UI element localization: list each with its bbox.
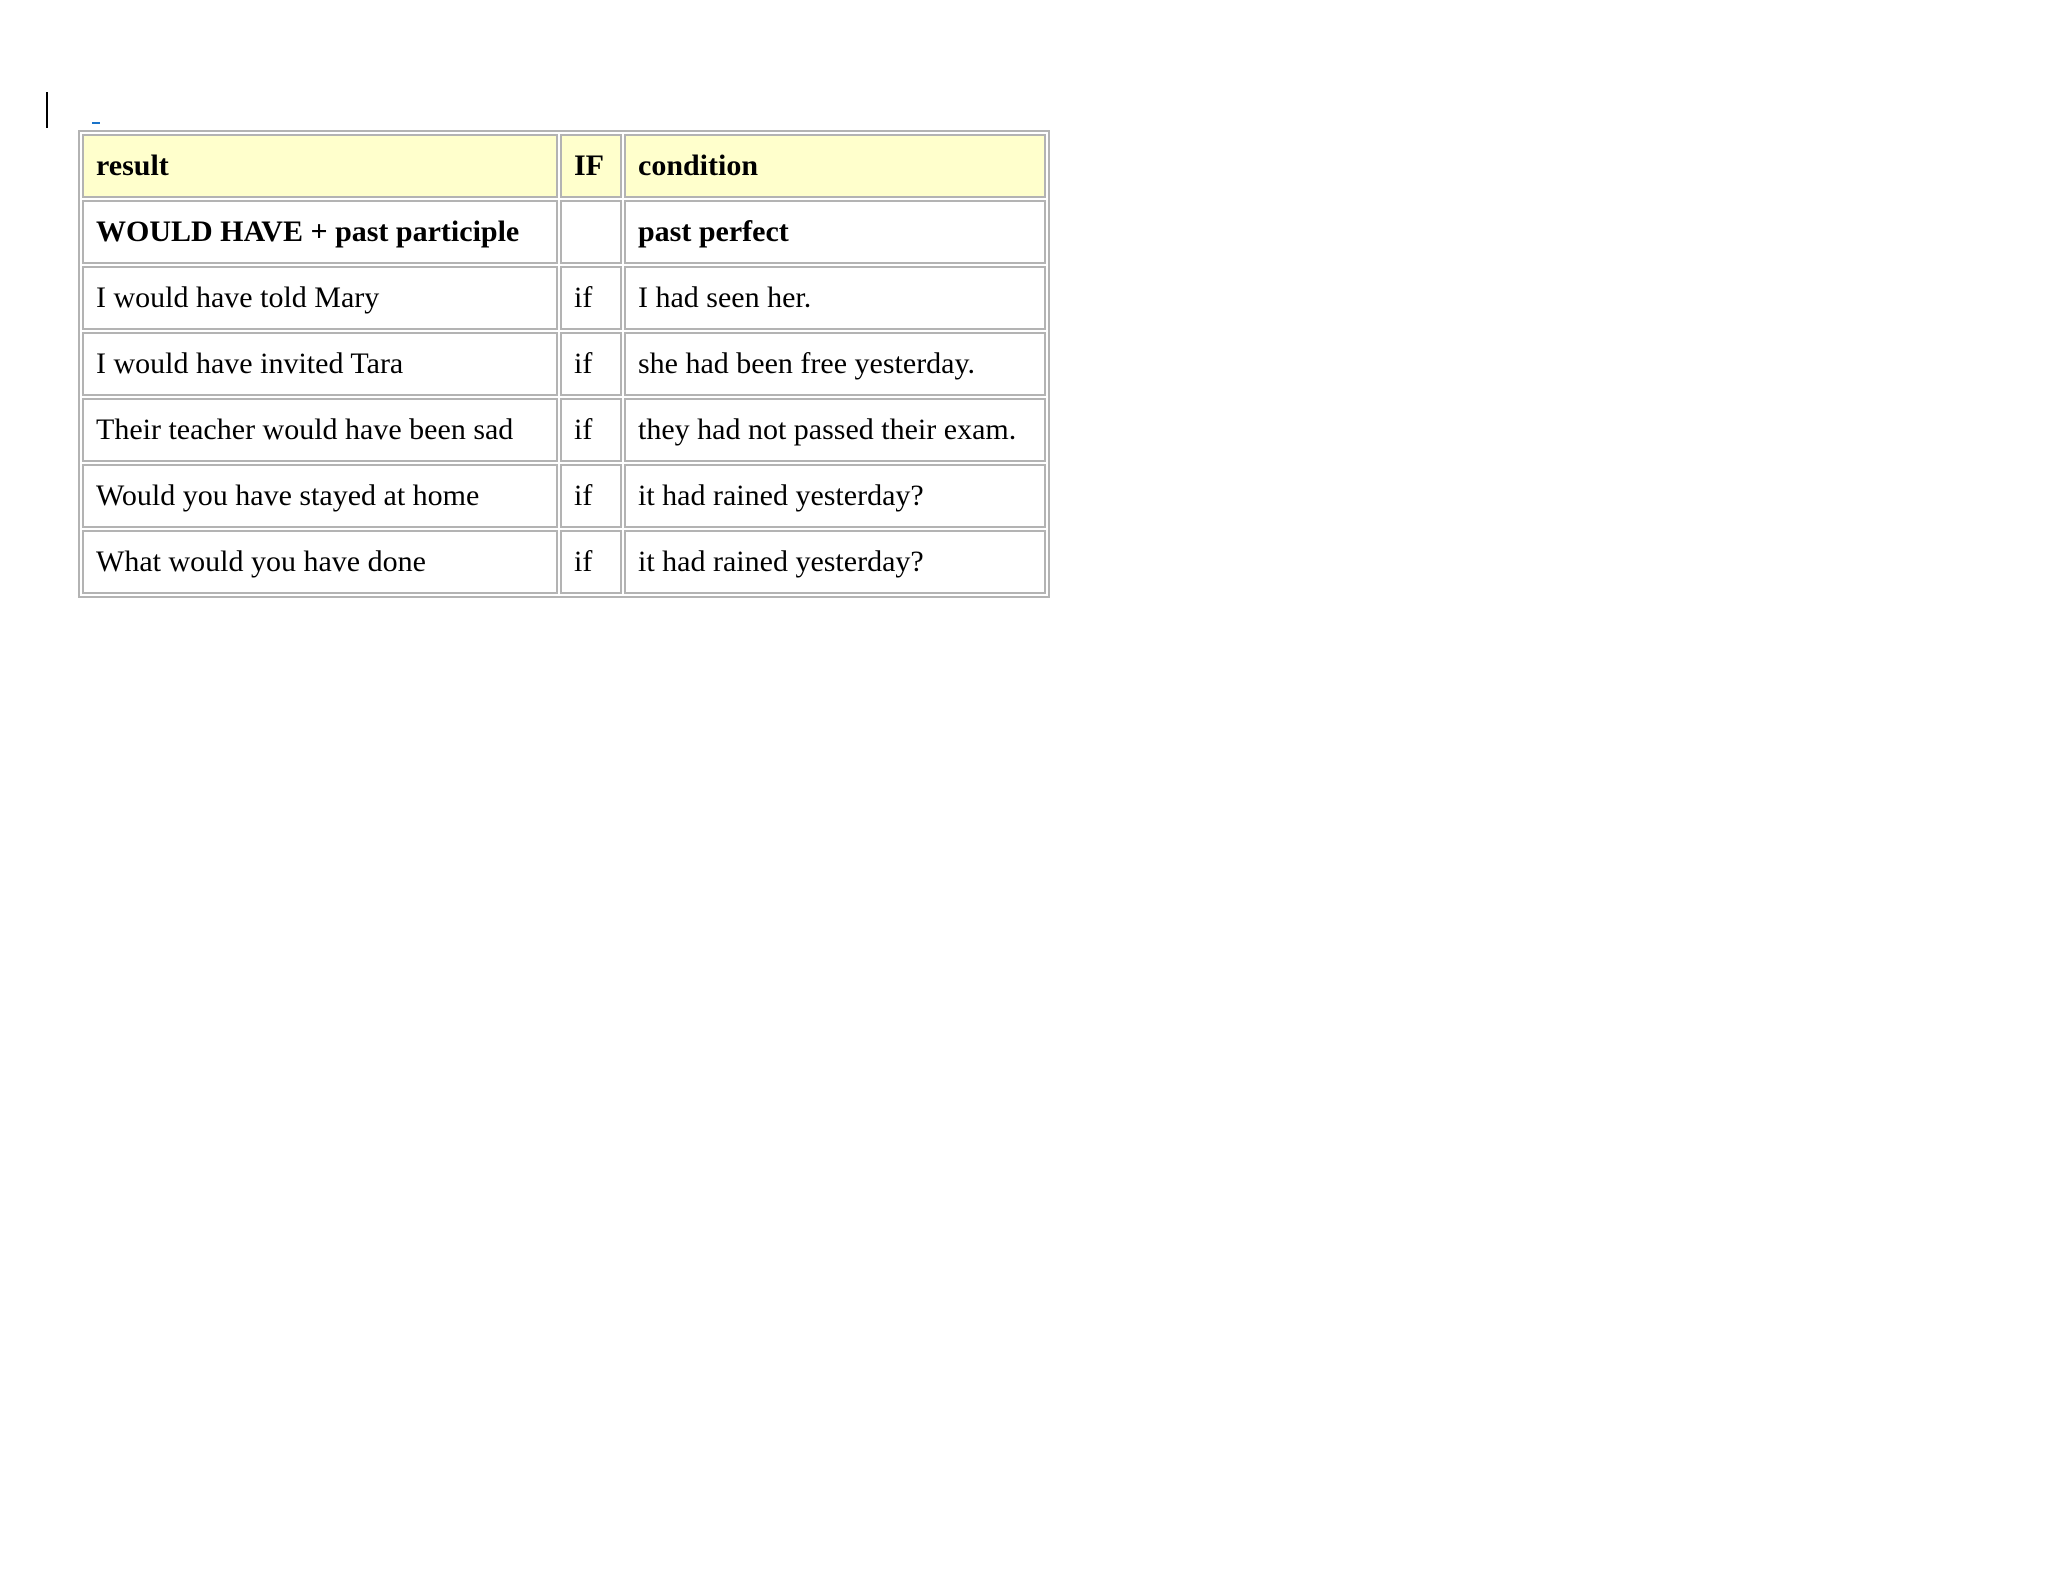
table-row bbox=[82, 464, 1046, 528]
row-result: I would have told Mary bbox=[82, 266, 558, 330]
row-if: if bbox=[560, 464, 622, 528]
table-row bbox=[82, 332, 1046, 396]
row-result: Their teacher would have been sad bbox=[82, 398, 558, 462]
anchor-link[interactable] bbox=[92, 122, 100, 124]
row-result: What would you have done bbox=[82, 530, 558, 594]
row-condition: it had rained yesterday? bbox=[624, 464, 1046, 528]
row-if: if bbox=[560, 530, 622, 594]
pattern-result: WOULD HAVE + past participle bbox=[82, 200, 558, 264]
table-header-row bbox=[82, 134, 1046, 198]
row-condition: I had seen her. bbox=[624, 266, 1046, 330]
text-cursor bbox=[46, 92, 48, 128]
row-result: I would have invited Tara bbox=[82, 332, 558, 396]
row-if: if bbox=[560, 266, 622, 330]
header-result: result bbox=[82, 134, 558, 198]
table-row bbox=[82, 530, 1046, 594]
row-result: Would you have stayed at home bbox=[82, 464, 558, 528]
table-row bbox=[82, 266, 1046, 330]
row-condition: it had rained yesterday? bbox=[624, 530, 1046, 594]
pattern-row bbox=[82, 200, 1046, 264]
header-condition: condition bbox=[624, 134, 1046, 198]
table-row bbox=[82, 398, 1046, 462]
row-condition: they had not passed their exam. bbox=[624, 398, 1046, 462]
header-if: IF bbox=[560, 134, 622, 198]
row-condition: she had been free yesterday. bbox=[624, 332, 1046, 396]
pattern-if bbox=[560, 200, 622, 264]
row-if: if bbox=[560, 332, 622, 396]
third-conditional-table bbox=[78, 130, 1050, 598]
row-if: if bbox=[560, 398, 622, 462]
pattern-condition: past perfect bbox=[624, 200, 1046, 264]
